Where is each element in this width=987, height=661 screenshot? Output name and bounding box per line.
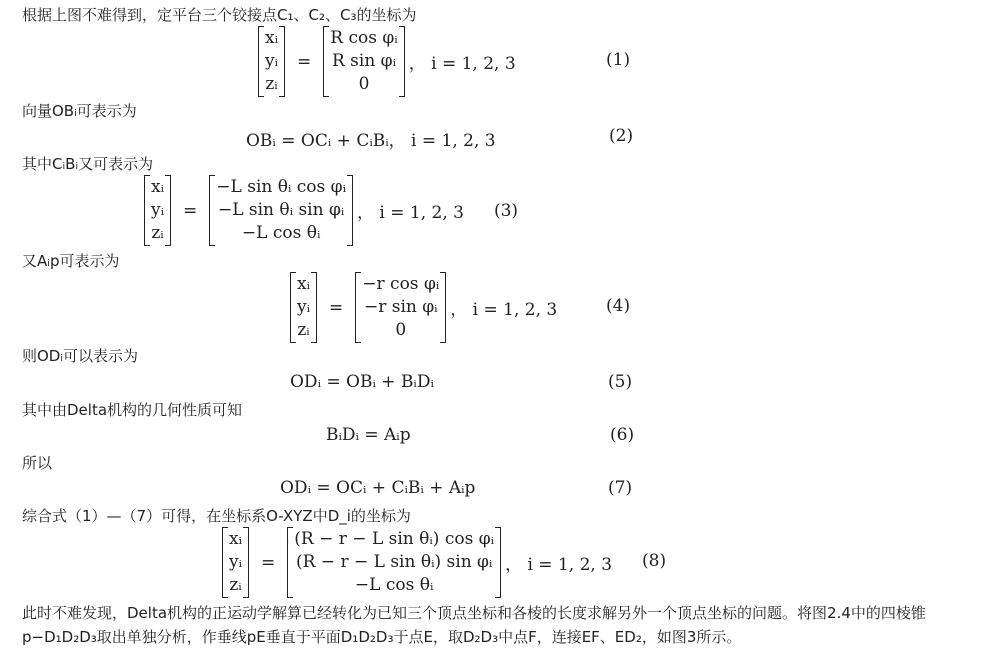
equation-number-8: (8) xyxy=(642,551,667,571)
equation-1: xᵢ yᵢ zᵢ = R cos φᵢ R sin φᵢ 0 ， i = 1, 2, 3 xyxy=(258,26,516,97)
matrix-lhs: xᵢ yᵢ zᵢ xyxy=(144,175,171,246)
paragraph-combined: 综合式（1）—（7）可得，在坐标系O-XYZ中D_i的坐标为 xyxy=(22,507,411,525)
paragraph-ap: 又Aᵢp可表示为 xyxy=(22,252,120,270)
paragraph-therefore: 所以 xyxy=(22,454,53,472)
matrix-lhs: xᵢ yᵢ zᵢ xyxy=(290,272,317,343)
equation-number-6: (6) xyxy=(610,425,635,445)
equation-8: xᵢ yᵢ zᵢ = (R − r − L sin θᵢ) cos φᵢ (R − r − L sin θᵢ) sin φᵢ −L cos θᵢ ， i = 1, 2, 3 xyxy=(222,527,612,598)
equation-number-1: (1) xyxy=(606,50,631,70)
equation-number-5: (5) xyxy=(608,372,633,392)
paragraph-cb: 其中CᵢBᵢ又可表示为 xyxy=(22,155,154,173)
equation-number-4: (4) xyxy=(606,296,631,316)
equation-number-3: (3) xyxy=(493,200,519,221)
equation-7: ODᵢ = OCᵢ + CᵢBᵢ + Aᵢp xyxy=(280,478,476,498)
matrix-rhs: (R − r − L sin θᵢ) cos φᵢ (R − r − L sin θᵢ) sin φᵢ −L cos θᵢ xyxy=(287,527,501,598)
equation-6: BᵢDᵢ = Aᵢp xyxy=(326,425,411,445)
equation-4: xᵢ yᵢ zᵢ = −r cos φᵢ −r sin φᵢ 0 ， i = 1, 2, 3 xyxy=(290,272,557,343)
equation-number-2: (2) xyxy=(609,126,634,146)
equation-5: ODᵢ = OBᵢ + BᵢDᵢ xyxy=(290,372,434,392)
paragraph-conclusion-line1: 此时不难发现，Delta机构的正运动学解算已经转化为已知三个顶点坐标和各棱的长度求解另外一个顶点坐标的问题。将图2.4中的四棱锥 xyxy=(22,604,926,622)
matrix-rhs: −L sin θᵢ cos φᵢ −L sin θᵢ sin φᵢ −L cos θᵢ xyxy=(209,175,353,246)
paragraph-vector-ob: 向量OBᵢ可表示为 xyxy=(22,102,137,120)
matrix-rhs: R cos φᵢ R sin φᵢ 0 xyxy=(323,26,404,97)
equation-number-7: (7) xyxy=(608,478,633,498)
paragraph-conclusion-line2: p−D₁D₂D₃取出单独分析，作垂线pE垂直于平面D₁D₂D₃于点E，取D₂D₃中点F，连接EF、ED₂，如图3所示。 xyxy=(22,628,742,646)
matrix-rhs: −r cos φᵢ −r sin φᵢ 0 xyxy=(355,272,446,343)
matrix-lhs: xᵢ yᵢ zᵢ xyxy=(222,527,249,598)
equation-3: xᵢ yᵢ zᵢ = −L sin θᵢ cos φᵢ −L sin θᵢ sin φᵢ −L cos θᵢ ， i = 1, 2, 3 (3) xyxy=(144,175,518,246)
equation-2: OBᵢ = OCᵢ + CᵢBᵢ， i = 1, 2, 3 xyxy=(246,131,496,151)
paragraph-intro: 根据上图不难得到，定平台三个铰接点C₁、C₂、C₃的坐标为 xyxy=(22,6,417,24)
matrix-lhs: xᵢ yᵢ zᵢ xyxy=(258,26,285,97)
paragraph-delta-geometry: 其中由Delta机构的几何性质可知 xyxy=(22,401,243,419)
paragraph-od: 则ODᵢ可以表示为 xyxy=(22,347,139,365)
